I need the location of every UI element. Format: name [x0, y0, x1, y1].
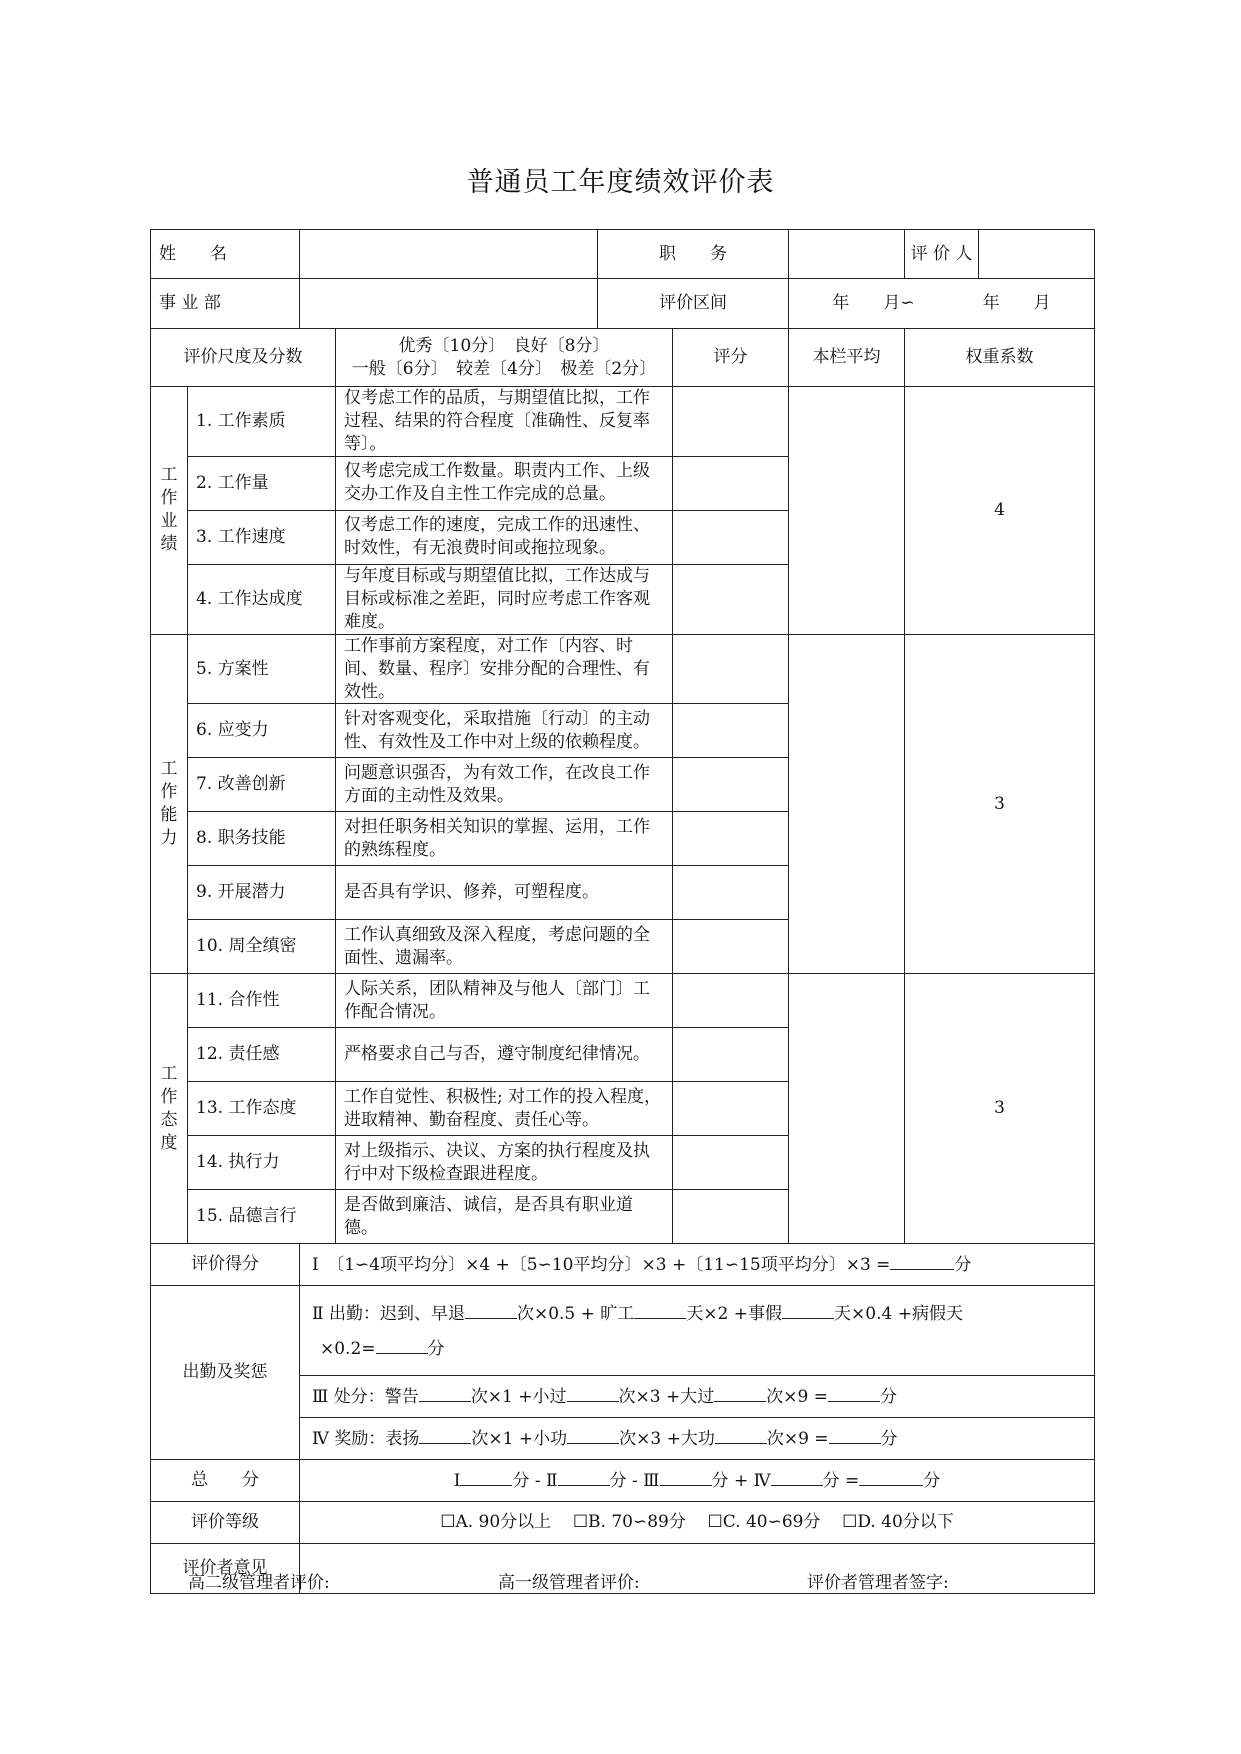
reward-total-blank[interactable]: [829, 1426, 881, 1444]
evaluator-signature-label: 评价者管理者签字:: [807, 1573, 949, 1593]
score-formula: [300, 1244, 1095, 1286]
criterion-label: 14. 执行力: [188, 1136, 336, 1190]
punishment-total-blank[interactable]: [828, 1384, 880, 1402]
average-cell[interactable]: [789, 387, 905, 635]
criterion-label: 11. 合作性: [188, 974, 336, 1028]
average-cell[interactable]: [789, 634, 905, 974]
total-label: 总 分: [151, 1460, 300, 1502]
grade-options: [300, 1502, 1095, 1544]
evaluation-form: [150, 229, 1095, 1594]
total-ii-blank[interactable]: [558, 1468, 610, 1486]
major-demerit-blank[interactable]: [714, 1384, 766, 1402]
total-text: 分 - Ⅲ: [609, 1471, 660, 1492]
score-cell[interactable]: [673, 1082, 789, 1136]
criterion-label: 15. 品德言行: [188, 1190, 336, 1244]
dept-label: 事 业 部: [151, 279, 300, 329]
group-name: 工作能力: [151, 634, 188, 974]
grade-label: 评价等级: [151, 1502, 300, 1544]
total-text: 分 + Ⅳ: [711, 1471, 771, 1492]
attendance-label: 出勤及奖惩: [151, 1286, 300, 1460]
score-cell[interactable]: [673, 974, 789, 1028]
position-field[interactable]: [789, 230, 905, 279]
name-field[interactable]: [300, 230, 598, 279]
weight-header: 权重系数: [905, 329, 1095, 387]
criterion-label: 2. 工作量: [188, 456, 336, 510]
score-cell[interactable]: [673, 1190, 789, 1244]
name-label: 姓 名: [151, 230, 300, 279]
leave-days-blank[interactable]: [782, 1301, 834, 1319]
score-cell[interactable]: [673, 564, 789, 634]
criterion-description: 工作自觉性、积极性; 对工作的投入程度，进取精神、勤奋程度、责任心等。: [336, 1082, 673, 1136]
punishment-formula: [300, 1376, 1095, 1418]
scale-line-1: 优秀〔10分〕 良好〔8分〕: [398, 335, 610, 356]
criterion-label: 12. 责任感: [188, 1028, 336, 1082]
punishment-text: 分: [879, 1387, 897, 1408]
reward-text: 次×3 +大功: [619, 1429, 715, 1450]
evaluator-label: 评 价 人: [905, 230, 979, 279]
score-cell[interactable]: [673, 812, 789, 866]
total-i-blank[interactable]: [460, 1468, 512, 1486]
scale-description: [336, 329, 673, 387]
criterion-description: 人际关系，团队精神及与他人〔部门〕工作配合情况。: [336, 974, 673, 1028]
score-cell[interactable]: [673, 456, 789, 510]
score-formula-text: Ⅰ 〔1∽4项平均分〕×4 +〔5∽10平均分〕×3 +〔11∽15项平均分〕×3 =: [312, 1255, 891, 1276]
period-field[interactable]: 年 月∽ 年 月: [789, 279, 1095, 329]
attendance-text: ×0.2=: [320, 1338, 376, 1359]
criterion-description: 仅考虑工作的品质，与期望值比拟，工作过程、结果的符合程度〔准确性、反复率等〕。: [336, 387, 673, 457]
score-cell[interactable]: [673, 510, 789, 564]
group-name: 工作态度: [151, 974, 188, 1244]
score-cell[interactable]: [673, 704, 789, 758]
criterion-description: 严格要求自己与否，遵守制度纪律情况。: [336, 1028, 673, 1082]
total-result-blank[interactable]: [859, 1468, 923, 1486]
grade-option-d[interactable]: ☐D. 40分以下: [842, 1512, 954, 1533]
dept-field[interactable]: [300, 279, 598, 329]
average-cell[interactable]: [789, 974, 905, 1244]
reward-text: 次×9 =: [766, 1429, 829, 1450]
criterion-description: 工作事前方案程度，对工作〔内容、时间、数量、程序〕安排分配的合理性、有效性。: [336, 634, 673, 704]
score-cell[interactable]: [673, 866, 789, 920]
criterion-description: 对担任职务相关知识的掌握、运用，工作的熟练程度。: [336, 812, 673, 866]
criterion-label: 8. 职务技能: [188, 812, 336, 866]
grade-option-b[interactable]: ☐B. 70∽89分: [572, 1512, 686, 1533]
attendance-text: Ⅱ 出勤：迟到、早退: [312, 1304, 465, 1324]
minor-demerit-blank[interactable]: [567, 1384, 619, 1402]
score-cell[interactable]: [673, 634, 789, 704]
average-header: 本栏平均: [789, 329, 905, 387]
score-unit: 分: [954, 1255, 972, 1276]
absent-days-blank[interactable]: [634, 1301, 686, 1319]
scale-label: 评价尺度及分数: [151, 329, 336, 387]
attendance-formula: [300, 1286, 1095, 1376]
criterion-description: 针对客观变化，采取措施〔行动〕的主动性、有效性及工作中对上级的依赖程度。: [336, 704, 673, 758]
minor-merit-blank[interactable]: [567, 1426, 619, 1444]
score-cell[interactable]: [673, 387, 789, 457]
evaluator-field[interactable]: [979, 230, 1095, 279]
criterion-label: 7. 改善创新: [188, 758, 336, 812]
criterion-description: 问题意识强否，为有效工作，在改良工作方面的主动性及效果。: [336, 758, 673, 812]
criterion-description: 工作认真细致及深入程度，考虑问题的全面性、遗漏率。: [336, 920, 673, 974]
criterion-description: 仅考虑完成工作数量。职责内工作、上级交办工作及自主性工作完成的总量。: [336, 456, 673, 510]
late-count-blank[interactable]: [465, 1301, 517, 1319]
criterion-label: 3. 工作速度: [188, 510, 336, 564]
criterion-description: 与年度目标或与期望值比拟，工作达成与目标或标准之差距，同时应考虑工作客观难度。: [336, 564, 673, 634]
weight-value: 3: [905, 634, 1095, 974]
criterion-description: 是否具有学识、修养，可塑程度。: [336, 866, 673, 920]
warning-count-blank[interactable]: [419, 1384, 471, 1402]
reward-text: Ⅳ 奖励：表扬: [312, 1429, 420, 1450]
criterion-description: 是否做到廉洁、诚信，是否具有职业道德。: [336, 1190, 673, 1244]
attendance-text: 天×2 +事假: [686, 1304, 783, 1324]
weight-value: 4: [905, 387, 1095, 635]
punishment-text: 次×1 +小过: [470, 1387, 567, 1408]
score-cell[interactable]: [673, 1136, 789, 1190]
grade-option-a[interactable]: ☐A. 90分以上: [440, 1512, 552, 1533]
attendance-text: 天×0.4 +病假天: [834, 1304, 963, 1324]
score-cell[interactable]: [673, 758, 789, 812]
criterion-description: 仅考虑工作的速度，完成工作的迅速性、时效性，有无浪费时间或拖拉现象。: [336, 510, 673, 564]
total-text: 分 =: [822, 1471, 860, 1492]
score-header: 评分: [673, 329, 789, 387]
opinion-label: 评价者意见: [151, 1544, 300, 1594]
total-formula: [300, 1460, 1095, 1502]
score-cell[interactable]: [673, 920, 789, 974]
reward-formula: [300, 1418, 1095, 1460]
score-label: 评价得分: [151, 1244, 300, 1286]
attendance-text: 次×0.5 + 旷工: [516, 1304, 635, 1324]
criterion-description: 对上级指示、决议、方案的执行程度及执行中对下级检查跟进程度。: [336, 1136, 673, 1190]
punishment-text: Ⅲ 处分：警告: [312, 1387, 419, 1408]
major-merit-blank[interactable]: [715, 1426, 767, 1444]
reward-text: 分: [880, 1429, 898, 1450]
criterion-label: 13. 工作态度: [188, 1082, 336, 1136]
criterion-label: 10. 周全缜密: [188, 920, 336, 974]
second-level-manager-label: 高二级管理者评价:: [188, 1573, 330, 1593]
praise-count-blank[interactable]: [419, 1426, 471, 1444]
attendance-total-blank[interactable]: [376, 1336, 428, 1354]
criterion-label: 5. 方案性: [188, 634, 336, 704]
first-level-manager-label: 高一级管理者评价:: [498, 1573, 640, 1593]
punishment-text: 次×3 +大过: [618, 1387, 715, 1408]
reward-text: 次×1 +小功: [471, 1429, 568, 1450]
weight-value: 3: [905, 974, 1095, 1244]
score-blank[interactable]: [890, 1252, 954, 1270]
total-iii-blank[interactable]: [660, 1468, 712, 1486]
total-text: Ⅰ: [453, 1471, 461, 1492]
grade-option-c[interactable]: ☐C. 40∽69分: [707, 1512, 821, 1533]
total-text: 分 - Ⅱ: [512, 1471, 558, 1492]
period-label: 评价区间: [598, 279, 789, 329]
criterion-label: 1. 工作素质: [188, 387, 336, 457]
attendance-text: 分: [427, 1338, 445, 1359]
criterion-label: 9. 开展潜力: [188, 866, 336, 920]
total-iv-blank[interactable]: [771, 1468, 823, 1486]
opinion-field[interactable]: [300, 1544, 1095, 1594]
criterion-label: 4. 工作达成度: [188, 564, 336, 634]
page-title: 普通员工年度绩效评价表: [466, 167, 775, 198]
scale-line-2: 一般〔6分〕 较差〔4分〕 极差〔2分〕: [351, 358, 657, 379]
criterion-label: 6. 应变力: [188, 704, 336, 758]
score-cell[interactable]: [673, 1028, 789, 1082]
total-text: 分: [923, 1471, 941, 1492]
punishment-text: 次×9 =: [766, 1387, 828, 1408]
group-name: 工作业绩: [151, 387, 188, 635]
position-label: 职 务: [598, 230, 789, 279]
